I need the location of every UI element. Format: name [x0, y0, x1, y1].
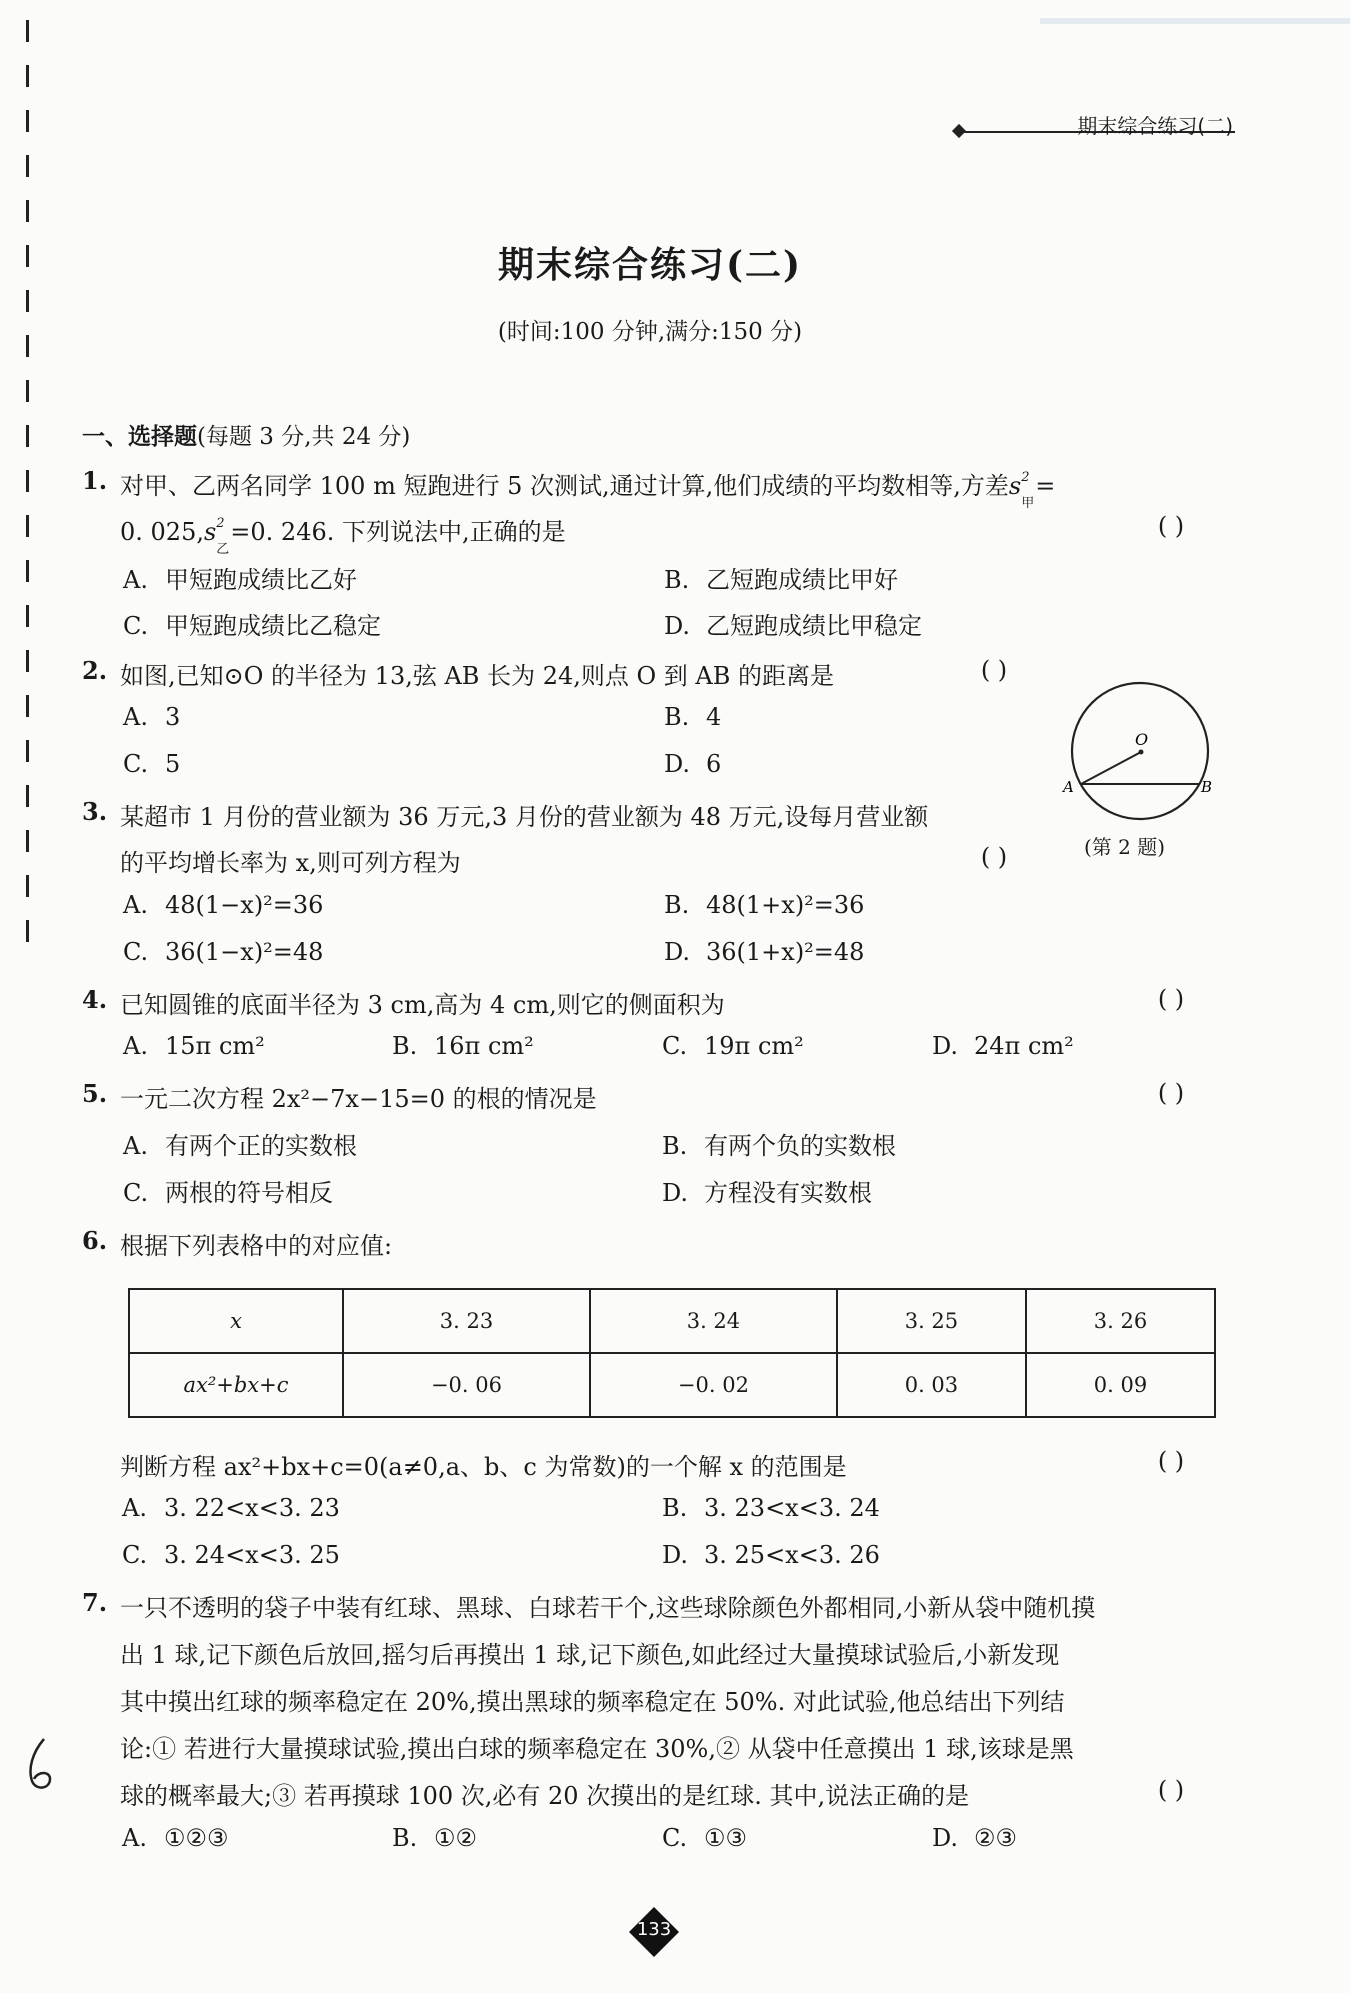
- option-d: [664, 750, 721, 778]
- option-text: ①②: [434, 1824, 478, 1852]
- table-cell: x: [129, 1289, 343, 1353]
- question-text: 判断方程 ax²+bx+c=0(a≠0,a、b、c 为常数)的一个解 x 的范围是: [120, 1453, 847, 1481]
- question-text: 一元二次方程 2x²−7x−15=0 的根的情况是: [120, 1085, 597, 1113]
- question-text-line: 球的概率最大;③ 若再摸球 100 次,必有 20 次摸出的是红球. 其中,说法正确的是: [120, 1782, 970, 1810]
- option-label: D.: [662, 1541, 689, 1569]
- option-text: ①③: [704, 1824, 748, 1852]
- option-text: 乙短跑成绩比甲稳定: [706, 612, 922, 640]
- question-text: 根据下列表格中的对应值:: [120, 1232, 393, 1260]
- question-number: 5.: [82, 1079, 108, 1108]
- option-d: [664, 938, 864, 966]
- question-text-line: 一只不透明的袋子中装有红球、黑球、白球若干个,这些球除颜色外都相同,小新从袋中随机摸: [120, 1594, 1096, 1622]
- option-text: ①②③: [164, 1824, 229, 1852]
- values-table: [128, 1288, 1216, 1418]
- option-label: B.: [662, 1494, 688, 1522]
- question-number: 4.: [82, 985, 108, 1014]
- option-text: 5: [165, 750, 181, 778]
- option-c: [662, 1032, 804, 1060]
- margin-mark: [26, 875, 29, 897]
- option-b: [664, 891, 864, 919]
- option-b: [662, 1126, 896, 1161]
- exam-info: (时间:100 分钟,满分:150 分): [497, 319, 803, 345]
- margin-mark: [26, 650, 29, 672]
- option-label: C.: [662, 1032, 688, 1060]
- option-d: [932, 1032, 1074, 1060]
- option-d: [662, 1173, 872, 1208]
- option-d: [664, 606, 922, 641]
- option-label: B.: [664, 566, 690, 594]
- option-text: 24π cm²: [974, 1032, 1074, 1060]
- option-label: C.: [123, 938, 149, 966]
- option-c: [123, 1173, 333, 1208]
- equals-sign: =: [1035, 472, 1056, 500]
- center-point: [1139, 750, 1144, 755]
- option-label: C.: [123, 612, 149, 640]
- label-b: B: [1201, 778, 1213, 796]
- option-text: ②③: [974, 1824, 1018, 1852]
- question-text-line: =0. 246. 下列说法中,正确的是: [230, 518, 566, 546]
- answer-blank[interactable]: ( ): [1157, 1776, 1185, 1804]
- question-text: 已知圆锥的底面半径为 3 cm,高为 4 cm,则它的侧面积为: [120, 991, 725, 1019]
- question-text-line: 论:① 若进行大量摸球试验,摸出白球的频率稳定在 30%,② 从袋中任意摸出 1 球,该球是黑: [120, 1735, 1074, 1763]
- question-number: 2.: [82, 656, 108, 685]
- margin-mark: [26, 155, 29, 177]
- margin-mark: [26, 785, 29, 807]
- option-label: B.: [662, 1132, 688, 1160]
- question-number: 7.: [82, 1588, 108, 1617]
- option-label: B.: [392, 1824, 418, 1852]
- figure-caption: (第 2 题): [1084, 835, 1166, 859]
- section-heading-text: 一、选择题: [82, 423, 197, 450]
- margin-mark: [26, 470, 29, 492]
- option-label: D.: [662, 1179, 689, 1207]
- question-text: 如图,已知⊙O 的半径为 13,弦 AB 长为 24,则点 O 到 AB 的距离是: [120, 662, 835, 690]
- option-label: A.: [123, 891, 148, 919]
- option-b: [664, 560, 898, 595]
- option-label: A.: [123, 703, 148, 731]
- variance-subscript: 甲: [1021, 496, 1035, 511]
- option-text: 有两个正的实数根: [165, 1132, 357, 1160]
- option-text: 两根的符号相反: [165, 1179, 333, 1207]
- option-a: [122, 1494, 340, 1522]
- option-b: [392, 1032, 534, 1060]
- option-label: C.: [122, 1541, 148, 1569]
- question-number: 3.: [82, 797, 108, 826]
- margin-mark: [26, 560, 29, 582]
- option-label: A.: [123, 566, 148, 594]
- table-cell: 0. 03: [837, 1353, 1026, 1417]
- table-cell: ax²+bx+c: [129, 1353, 343, 1417]
- option-text: 16π cm²: [434, 1032, 534, 1060]
- variance-symbol: s: [203, 518, 217, 546]
- option-text: 36(1−x)²=48: [165, 938, 324, 966]
- option-text: 3. 24<x<3. 25: [164, 1541, 340, 1569]
- margin-mark: [26, 830, 29, 852]
- question-text: [120, 466, 1056, 511]
- answer-blank[interactable]: ( ): [980, 843, 1008, 871]
- table-cell: 3. 23: [343, 1289, 590, 1353]
- option-text: 3. 23<x<3. 24: [704, 1494, 880, 1522]
- option-label: B.: [392, 1032, 418, 1060]
- margin-mark: [26, 110, 29, 132]
- margin-mark: [26, 740, 29, 762]
- margin-mark: [26, 20, 29, 42]
- option-c: [123, 938, 323, 966]
- section-heading: [82, 418, 410, 451]
- question-text: 某超市 1 月份的营业额为 36 万元,3 月份的营业额为 48 万元,设每月营业额: [120, 803, 929, 831]
- margin-mark: [26, 200, 29, 222]
- label-o: O: [1135, 730, 1149, 749]
- option-text: 方程没有实数根: [704, 1179, 872, 1207]
- option-a: [122, 1824, 229, 1852]
- margin-mark: [26, 920, 29, 942]
- option-text: 48(1+x)²=36: [706, 891, 865, 919]
- option-text: 3: [165, 703, 181, 731]
- table-cell: −0. 02: [590, 1353, 837, 1417]
- table-cell: 3. 26: [1026, 1289, 1215, 1353]
- question-text: [120, 512, 566, 557]
- variance-value: 0. 025,: [120, 518, 204, 546]
- option-text: 甲短跑成绩比乙稳定: [165, 612, 381, 640]
- circle-figure: [1055, 676, 1225, 826]
- handwritten-mark-icon: [20, 1735, 60, 1795]
- running-header: 期末综合练习(二): [1077, 114, 1233, 138]
- option-text: 36(1+x)²=48: [706, 938, 865, 966]
- question-text-line: 对甲、乙两名同学 100 m 短跑进行 5 次测试,通过计算,他们成绩的平均数相等,方差: [120, 472, 1009, 500]
- option-text: 48(1−x)²=36: [165, 891, 324, 919]
- table-cell: 0. 09: [1026, 1353, 1215, 1417]
- margin-mark: [26, 425, 29, 447]
- option-label: D.: [664, 750, 691, 778]
- question-text-line: 其中摸出红球的频率稳定在 20%,摸出黑球的频率稳定在 50%. 对此试验,他总结出下列结: [120, 1688, 1065, 1716]
- option-label: D.: [664, 612, 691, 640]
- option-a: [123, 560, 357, 595]
- option-a: [123, 1032, 265, 1060]
- option-d: [932, 1824, 1017, 1852]
- option-label: A.: [122, 1824, 147, 1852]
- answer-blank[interactable]: ( ): [980, 656, 1008, 684]
- option-text: 4: [706, 703, 722, 731]
- answer-blank[interactable]: ( ): [1157, 512, 1185, 540]
- option-c: [662, 1824, 747, 1852]
- option-label: C.: [123, 1179, 149, 1207]
- label-a: A: [1063, 778, 1074, 796]
- option-label: A.: [123, 1032, 148, 1060]
- option-c: [122, 1541, 340, 1569]
- option-label: D.: [932, 1032, 959, 1060]
- answer-blank[interactable]: ( ): [1157, 1079, 1185, 1107]
- option-text: 19π cm²: [704, 1032, 804, 1060]
- page-title: 期末综合练习(二): [497, 244, 803, 286]
- option-text: 有两个负的实数根: [704, 1132, 896, 1160]
- table-cell: 3. 24: [590, 1289, 837, 1353]
- option-text: 6: [706, 750, 722, 778]
- variance-exponent: 2: [1021, 470, 1030, 485]
- top-band: [1040, 18, 1350, 24]
- variance-exponent: 2: [216, 516, 225, 531]
- table-row: [129, 1289, 1215, 1353]
- question-text: 的平均增长率为 x,则可列方程为: [120, 849, 461, 877]
- radius-oa: [1081, 752, 1141, 784]
- option-text: 3. 25<x<3. 26: [704, 1541, 880, 1569]
- option-label: C.: [662, 1824, 688, 1852]
- option-label: A.: [122, 1494, 147, 1522]
- question-number: 1.: [82, 466, 108, 495]
- option-c: [123, 606, 381, 641]
- answer-blank[interactable]: ( ): [1157, 985, 1185, 1013]
- margin-mark: [26, 290, 29, 312]
- table-row: [129, 1353, 1215, 1417]
- option-b: [392, 1824, 477, 1852]
- option-d: [662, 1541, 880, 1569]
- margin-mark: [26, 380, 29, 402]
- option-a: [123, 891, 323, 919]
- variance-symbol: s: [1008, 472, 1022, 500]
- page-number: 133: [636, 1919, 672, 1940]
- option-b: [664, 703, 721, 731]
- section-note: (每题 3 分,共 24 分): [197, 424, 411, 450]
- margin-mark: [26, 515, 29, 537]
- margin-mark: [26, 695, 29, 717]
- option-label: A.: [123, 1132, 148, 1160]
- question-text-line: 出 1 球,记下颜色后放回,摇匀后再摸出 1 球,记下颜色,如此经过大量摸球试验后,小新发现: [120, 1641, 1060, 1669]
- variance-subscript: 乙: [216, 542, 230, 557]
- option-label: B.: [664, 703, 690, 731]
- table-cell: 3. 25: [837, 1289, 1026, 1353]
- option-text: 15π cm²: [165, 1032, 265, 1060]
- margin-mark: [26, 65, 29, 87]
- option-label: C.: [123, 750, 149, 778]
- option-text: 3. 22<x<3. 23: [164, 1494, 340, 1522]
- option-label: D.: [932, 1824, 959, 1852]
- option-b: [662, 1494, 880, 1522]
- option-text: 甲短跑成绩比乙好: [165, 566, 357, 594]
- option-label: B.: [664, 891, 690, 919]
- option-a: [123, 1126, 357, 1161]
- question-number: 6.: [82, 1226, 108, 1255]
- table-cell: −0. 06: [343, 1353, 590, 1417]
- option-a: [123, 703, 180, 731]
- option-c: [123, 750, 180, 778]
- option-text: 乙短跑成绩比甲好: [706, 566, 898, 594]
- answer-blank[interactable]: ( ): [1157, 1447, 1185, 1475]
- option-label: D.: [664, 938, 691, 966]
- margin-mark: [26, 605, 29, 627]
